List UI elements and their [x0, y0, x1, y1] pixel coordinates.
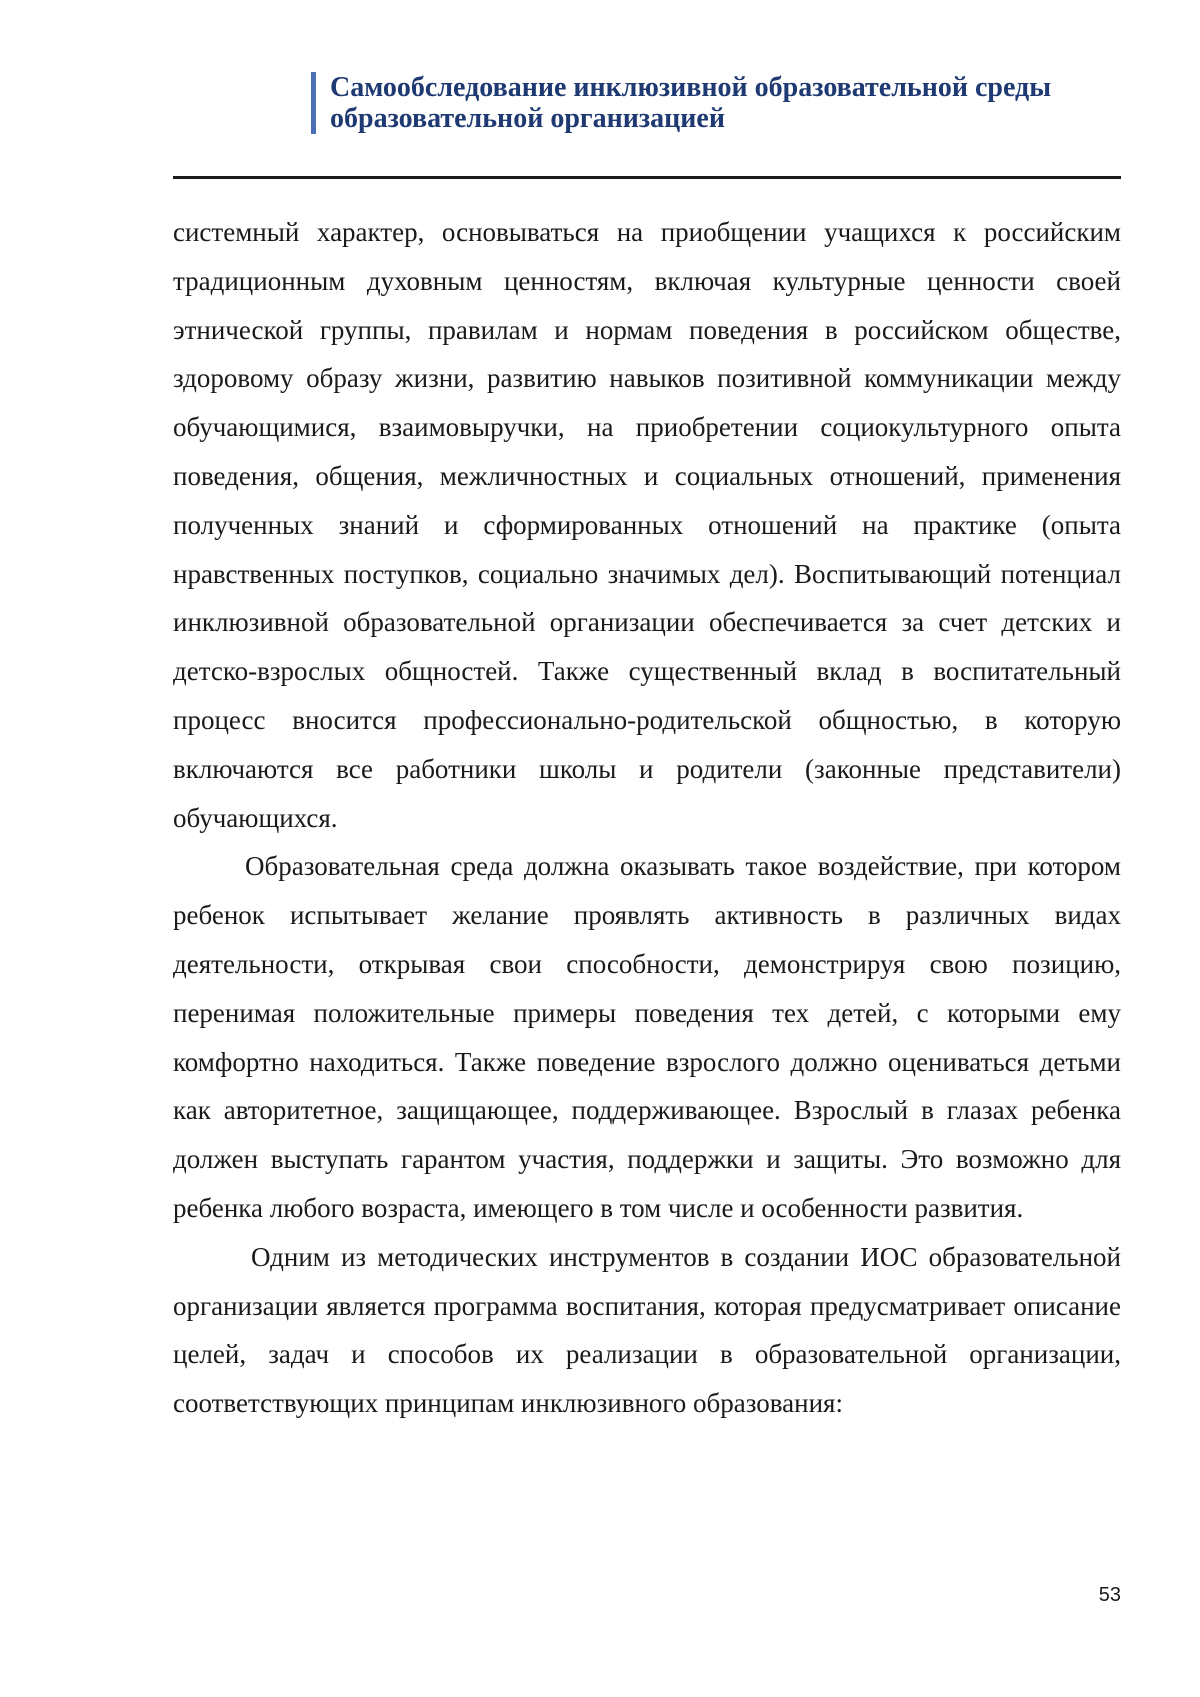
header-title: Самообследование инклюзивной образовательной среды образовательной организацией — [330, 72, 1052, 134]
header-divider — [173, 176, 1121, 179]
body-text — [173, 208, 1121, 1428]
running-header — [311, 72, 1131, 134]
paragraph-3: Одним из методических инструментов в создании ИОС образовательной организации является программа воспитания, которая предусматривает описание целей, задач и способов их реализации в образовательной организации, соответствующих принципам инклюзивного образования: — [173, 1241, 1121, 1419]
paragraph-2: Образовательная среда должна оказывать такое воздействие, при котором ребенок испытывает желание проявлять активность в различных видах деятельности, открывая свои способности, демонстрируя свою позицию, перенимая положительные примеры поведения тех детей, с которыми ему комфортно находиться. Также поведение взрослого должно оцениваться детьми как авторитетное, защищающее, поддерживающее. Взрослый в глазах ребенка должен выступать гарантом участия, поддержки и защиты. Это возможно для ребенка любого возраста, имеющего в том числе и особенности развития. — [173, 851, 1121, 1223]
page-number: 53 — [1098, 1584, 1121, 1606]
paragraph-1: системный характер, основываться на приобщении учащихся к российским традиционным духовным ценностям, включая культурные ценности своей этнической группы, правилам и нормам поведения в российском обществе, здоровому образу жизни, развитию навыков позитивной коммуникации между обучающимися, взаимовыручки, на приобретении социокультурного опыта поведения, общения, межличностных и социальных отношений, применения полученных знаний и сформированных отношений на практике (опыта нравственных поступков, социально значимых дел). Воспитывающий потенциал инклюзивной образовательной организации обеспечивается за счет детских и детско-взрослых общностей. Также существенный вклад в воспитательный процесс вносится профессионально-родительской общностью, в которую включаются все работники школы и родители (законные представители) обучающихся. — [173, 217, 1121, 833]
